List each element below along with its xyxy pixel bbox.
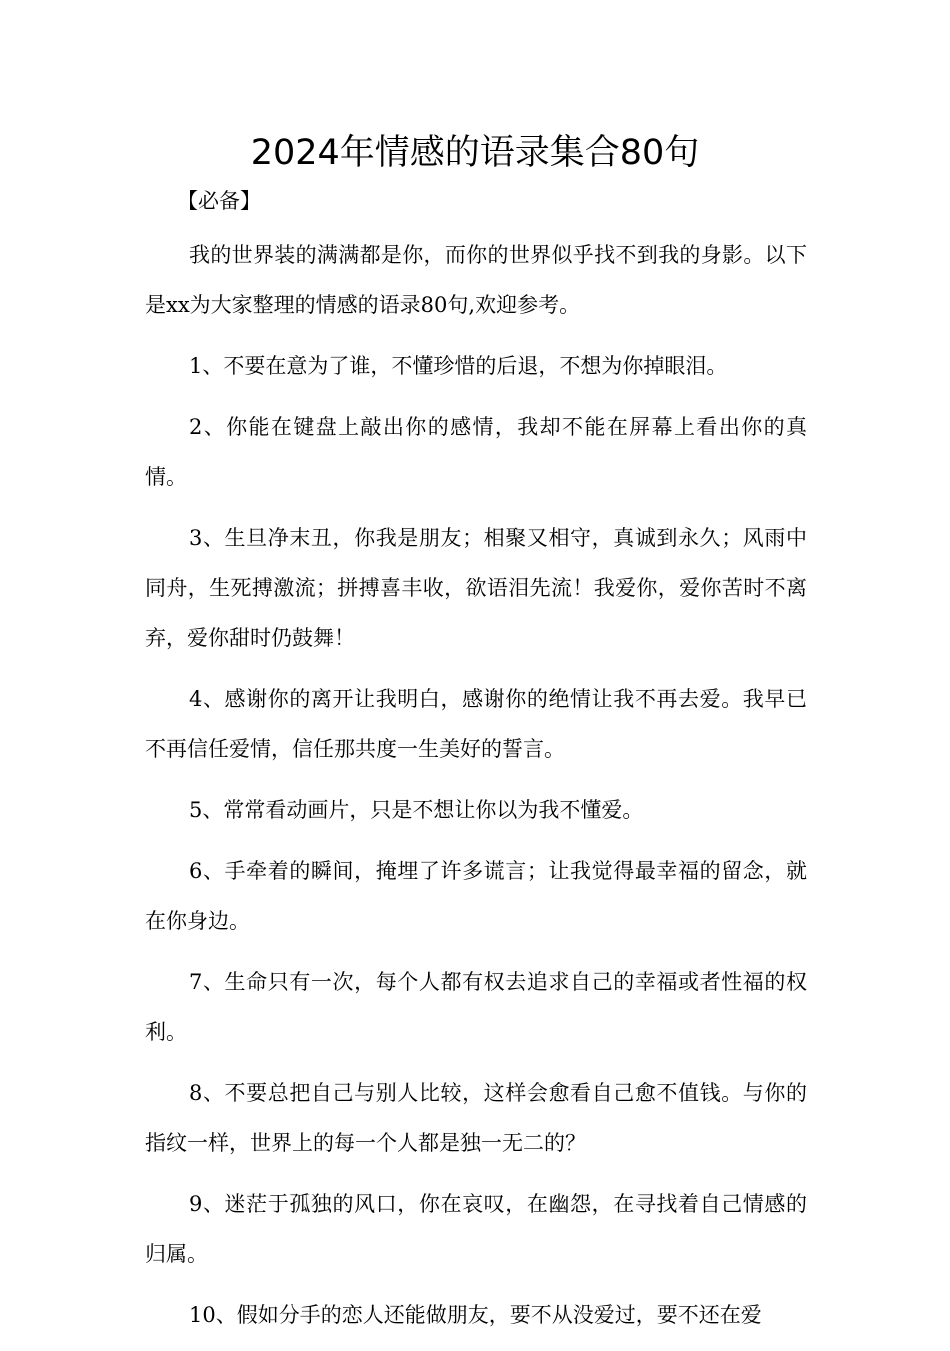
document-title: 2024年情感的语录集合80句 [250, 133, 700, 173]
paragraph-9: 9、迷茫于孤独的风口，你在哀叹，在幽怨，在寻找着自己情感的归属。 [145, 1192, 807, 1266]
document-body [145, 230, 807, 1351]
paragraph-1: 1、不要在意为了谁，不懂珍惜的后退，不想为你掉眼泪。 [189, 354, 728, 378]
paragraph-6: 6、手牵着的瞬间，掩埋了许多谎言；让我觉得最幸福的留念，就在你身边。 [145, 859, 807, 933]
paragraph-10: 10、假如分手的恋人还能做朋友，要不从没爱过，要不还在爱 [189, 1303, 762, 1327]
paragraph-5: 5、常常看动画片，只是不想让你以为我不懂爱。 [189, 798, 644, 822]
paragraph-8: 8、不要总把自己与别人比较，这样会愈看自己愈不值钱。与你的指纹一样，世界上的每一个人都是独一无二的？ [145, 1081, 807, 1155]
paragraph-2: 2、你能在键盘上敲出你的感情，我却不能在屏幕上看出你的真情。 [145, 415, 807, 489]
paragraph-4: 4、感谢你的离开让我明白，感谢你的绝情让我不再去爱。我早已不再信任爱情，信任那共度一生美好的誓言。 [145, 687, 807, 761]
paragraph-7: 7、生命只有一次，每个人都有权去追求自己的幸福或者性福的权利。 [145, 970, 807, 1044]
paragraph-intro: 我的世界装的满满都是你，而你的世界似乎找不到我的身影。以下是xx为大家整理的情感的语录80句,欢迎参考。 [145, 243, 807, 317]
document-tag: 【必备】 [177, 189, 261, 213]
paragraph-3: 3、生旦净末丑，你我是朋友；相聚又相守，真诚到永久；风雨中同舟，生死搏激流；拼搏喜丰收，欲语泪先流！我爱你，爱你苦时不离弃，爱你甜时仍鼓舞！ [145, 526, 807, 650]
